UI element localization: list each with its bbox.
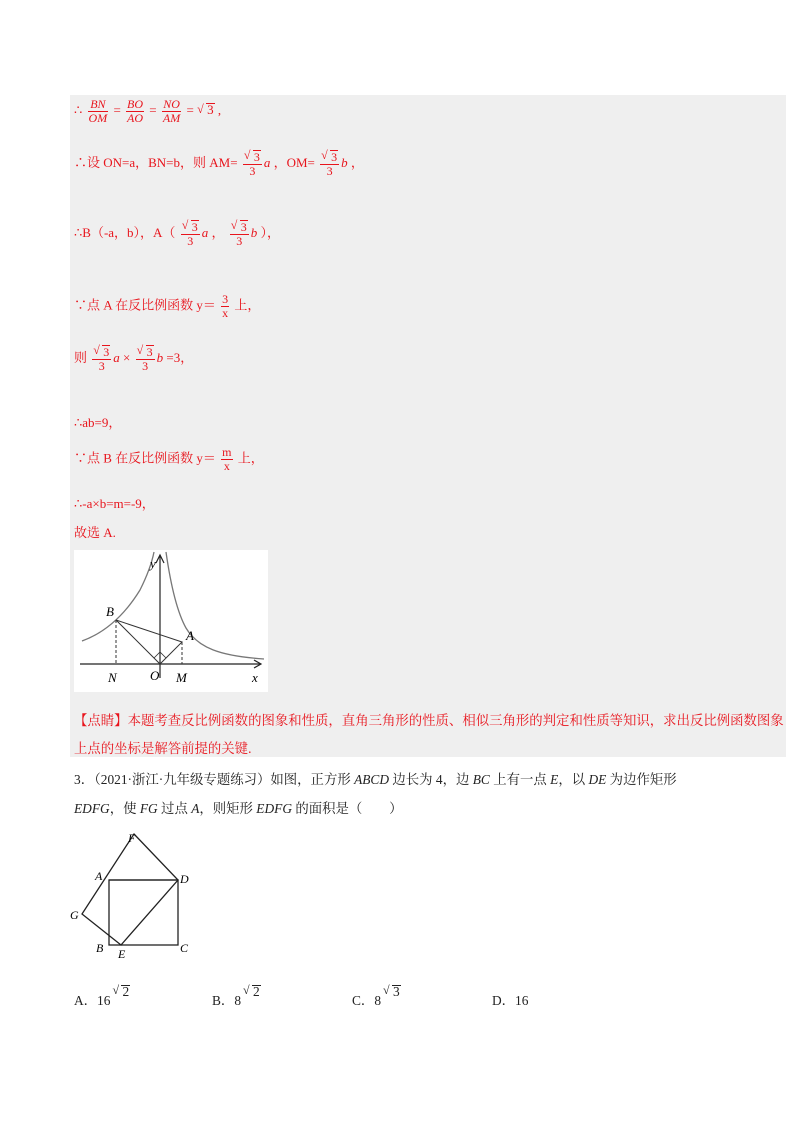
label-b: B <box>96 941 104 955</box>
answer-line-point-a: ∵点 A 在反比例函数 y＝ $\frac{3}{x}$ 上， <box>74 292 261 320</box>
label-g: G <box>70 908 79 922</box>
therefore-symbol: ∴ <box>74 102 86 118</box>
label-e: E <box>118 947 126 960</box>
option-d[interactable]: D．16 <box>492 993 529 1008</box>
fraction-m-over-x: $\frac{m}{x}$ <box>222 445 232 473</box>
fraction-sqrt3-over-3: √ 3 3 <box>243 148 260 178</box>
fraction-bo-ao: $\frac{BO}{AO}$ <box>127 97 144 125</box>
answer-line-point-b: ∵点 B 在反比例函数 y＝ $\frac{m}{x}$ 上， <box>74 445 264 473</box>
fraction-no-am: $\frac{NO}{AM}$ <box>162 97 181 125</box>
rectangle-edfg <box>82 834 178 945</box>
fraction-sqrt3-over-3: √ 3 3 <box>230 218 247 248</box>
square-abcd <box>109 880 178 945</box>
fraction-sqrt3-over-3: √ 3 3 <box>321 148 338 178</box>
comment-text: 本题考查反比例函数的图象和性质，直角三角形的性质、相似三角形的判定和性质等知识，求出反比例函数图象上点的坐标是解答前提的关键. <box>74 713 784 756</box>
label-m: M <box>176 670 187 685</box>
label-a: A <box>95 869 103 883</box>
option-c[interactable]: C．8 √ 3 <box>352 983 400 1008</box>
answer-line-set-variables: ∴设 ON=a，BN=b，则 AM= √ 3 3 a ，OM= √ 3 3 b ， <box>74 148 364 178</box>
label-c: C <box>180 941 189 955</box>
fraction-sqrt3-over-3: √ 3 3 <box>93 343 110 373</box>
label-a: A <box>186 628 194 643</box>
answer-line-product: 则 √ 3 3 a × √ 3 3 b =3， <box>74 343 194 373</box>
answer-line-coordinates: ∴B（-a，b），A（ √ 3 3 a ， √ 3 3 b ）， <box>74 218 280 248</box>
fraction-bn-om: $\frac{BN}{OM}$ <box>88 97 108 125</box>
fraction-3-over-x: $\frac{3}{x}$ <box>222 292 229 320</box>
fraction-sqrt3-over-3: √ 3 3 <box>136 343 153 373</box>
sqrt-3: √ 3 <box>197 102 214 118</box>
rectangle-square-figure <box>68 828 198 960</box>
question-line-2: EDFG，使 FG 过点 A，则矩形 EDFG 的面积是（ ） <box>74 801 403 816</box>
label-y: y <box>150 556 156 571</box>
answer-line-choice: 故选 A. <box>74 525 116 540</box>
answer-line-m-value: ∴-a×b=m=-9， <box>74 496 155 511</box>
label-d: D <box>180 872 189 886</box>
option-b[interactable]: B．8 √ 2 <box>212 983 260 1008</box>
label-x: x <box>252 670 258 685</box>
answer-line-ratio: ∴ $\frac{BN}{OM}$ = $\frac{BO}{AO}$ = $\frac{NO}{AM}$ = √ 3 , <box>74 97 222 125</box>
label-b: B <box>106 604 114 619</box>
label-f: F <box>128 831 136 845</box>
label-n: N <box>108 670 117 685</box>
label-o: O <box>150 668 160 683</box>
hyperbola-graph <box>74 550 268 692</box>
question-line-1: 3．（2021·浙江·九年级专题练习）如图，正方形 ABCD 边长为 4，边 BC 上有一点 E，以 DE 为边作矩形 <box>74 772 677 787</box>
answer-line-ab: ∴ab=9， <box>74 415 122 430</box>
option-a[interactable]: A．16 √ 2 <box>74 983 130 1008</box>
comment-tag: 【点睛】 <box>74 713 128 728</box>
fraction-sqrt3-over-3: √ 3 3 <box>181 218 198 248</box>
comment-block <box>74 707 784 763</box>
